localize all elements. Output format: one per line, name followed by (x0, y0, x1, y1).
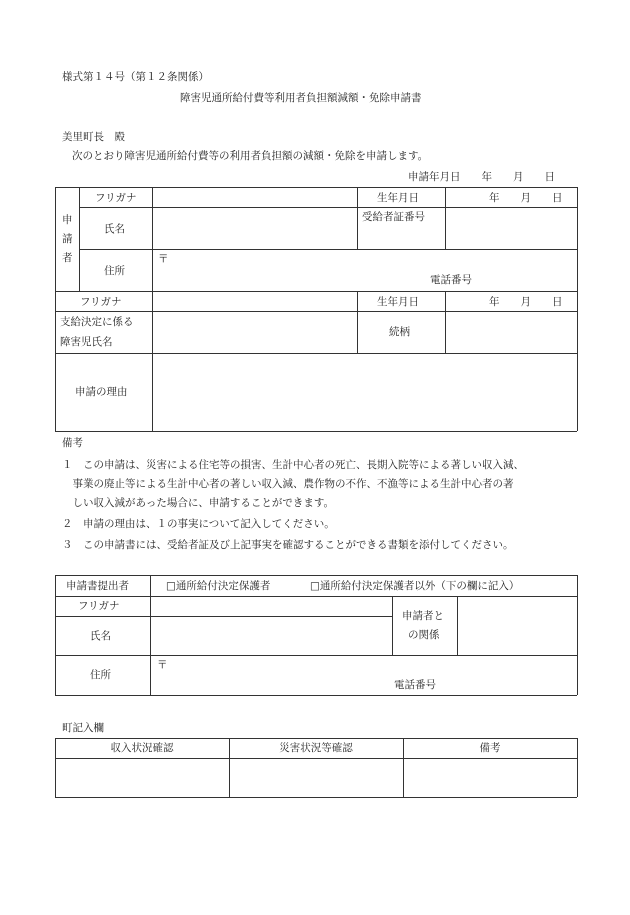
applicant-name-label: 氏名 (104, 223, 125, 235)
submitter-furigana-label: フリガナ (78, 600, 120, 612)
applicant-birthdate-value: 年 月 日 (489, 192, 563, 204)
notes-heading: 備考 (62, 437, 83, 449)
town-section-heading: 町記入欄 (62, 722, 104, 734)
note-line: ３ この申請書には、受給者証及び上記事実を確認することができる書類を添付してください。 (62, 539, 514, 551)
child-birthdate-label: 生年月日 (377, 296, 419, 308)
intro-text: 次のとおり障害児通所給付費等の利用者負担額の減額・免除を申請します。 (72, 150, 429, 162)
note-line: １ この申請は、災害による住宅等の損害、生計中心者の死亡、長期入院等による著しい収入減、 (62, 459, 524, 471)
form-title: 障害児通所給付費等利用者負担額減額・免除申請書 (180, 92, 422, 104)
addressee: 美里町長 殿 (62, 131, 125, 143)
child-name-label-2: 障害児氏名 (60, 336, 113, 348)
child-furigana-label: フリガナ (80, 296, 122, 308)
applicant-side-label-3: 者 (62, 252, 73, 264)
applicant-side-label-1: 申 (62, 214, 73, 226)
note-line: ２ 申請の理由は、１の事実について記入してください。 (62, 518, 335, 530)
submitter-option-guardian[interactable]: □通所給付決定保護者 (166, 580, 271, 592)
applicant-furigana-label: フリガナ (95, 192, 137, 204)
relationship-label: 続柄 (389, 326, 410, 338)
submitter-postal-mark: 〒 (157, 659, 168, 671)
column-income-check: 収入状況確認 (110, 742, 174, 754)
submitter-address-label: 住所 (90, 669, 111, 681)
applicant-postal-mark: 〒 (158, 253, 169, 265)
column-disaster-check: 災害状況等確認 (279, 742, 353, 754)
form-number: 様式第１４号（第１２条関係） (62, 71, 209, 83)
relation-label-1: 申請者と (402, 610, 444, 622)
note-line: 事業の廃止等による生計中心者の著しい収入減、農作物の不作、不漁等による生計中心者の著 (62, 478, 514, 490)
application-date: 申請年月日 年 月 日 (408, 171, 555, 183)
applicant-side-label-2: 請 (62, 233, 73, 245)
submitter-label: 申請書提出者 (66, 580, 129, 592)
note-line: しい収入減があった場合に、申請することができます。 (62, 497, 335, 509)
column-remarks: 備考 (479, 742, 501, 754)
reason-label: 申請の理由 (75, 386, 128, 398)
submitter-option-other[interactable]: □通所給付決定保護者以外（下の欄に記入） (310, 580, 520, 592)
applicant-birthdate-label: 生年月日 (377, 192, 419, 204)
child-name-label-1: 支給決定に係る (60, 316, 134, 328)
submitter-name-label: 氏名 (90, 630, 111, 642)
recipient-cert-label: 受給者証番号 (362, 211, 425, 223)
relation-label-2: の関係 (408, 629, 440, 641)
applicant-phone-label: 電話番号 (430, 274, 472, 286)
child-birthdate-value: 年 月 日 (489, 296, 563, 308)
applicant-address-label: 住所 (104, 265, 125, 277)
submitter-phone-label: 電話番号 (394, 679, 436, 691)
